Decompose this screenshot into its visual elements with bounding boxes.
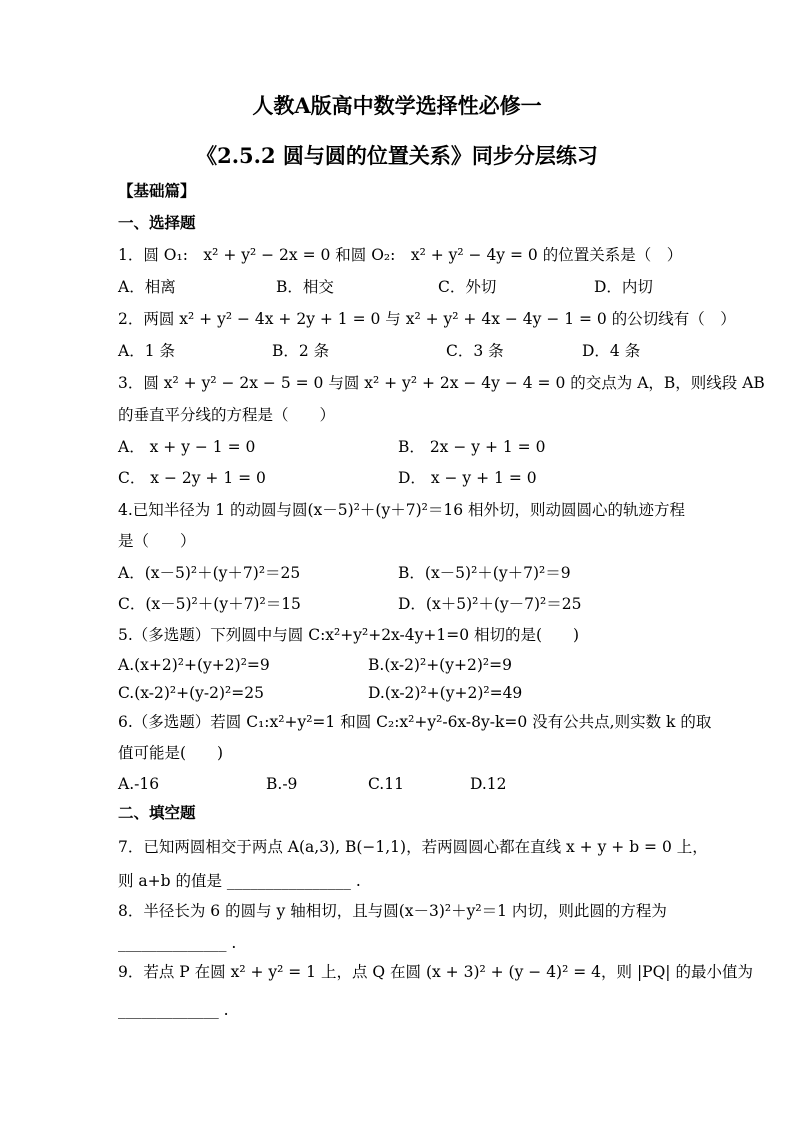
q6-option-b: B.-9 bbox=[266, 775, 298, 793]
section-basic-heading: 【基础篇】 bbox=[118, 181, 196, 200]
q9-stem-line2: _____________ . bbox=[118, 1001, 229, 1019]
q5-option-a: A.(x+2)²+(y+2)²=9 bbox=[118, 656, 270, 674]
q6-option-c: C.11 bbox=[368, 775, 404, 793]
doc-title-line2: 《2.5.2 圆与圆的位置关系》同步分层练习 bbox=[196, 143, 598, 168]
q6-option-d: D.12 bbox=[470, 775, 507, 793]
q4-stem-line2: 是（ ） bbox=[118, 532, 196, 550]
q5-option-d: D.(x-2)²+(y+2)²=49 bbox=[368, 684, 523, 702]
q8-stem-line1: 8．半径长为 6 的圆与 y 轴相切，且与圆(x－3)²＋y²＝1 内切，则此圆的方程为 bbox=[118, 902, 667, 920]
q1-stem: 1．圆 O₁: x² + y² − 2x = 0 和圆 O₂: x² + y² − 4y = 0 的位置关系是（ ） bbox=[118, 246, 683, 264]
q2-stem: 2．两圆 x² + y² − 4x + 2y + 1 = 0 与 x² + y² + 4x − 4y − 1 = 0 的公切线有（ ） bbox=[118, 310, 736, 328]
q4-stem-line1: 4.已知半径为 1 的动圆与圆(x－5)²＋(y＋7)²＝16 相外切，则动圆圆心的轨迹方程 bbox=[118, 501, 685, 519]
q4-option-b: B．(x－5)²＋(y＋7)²＝9 bbox=[398, 564, 571, 582]
q9-stem-line1: 9．若点 P 在圆 x² + y² = 1 上，点 Q 在圆 (x + 3)² + (y − 4)² = 4，则 |PQ| 的最小值为 bbox=[118, 963, 753, 981]
q1-option-c: C．外切 bbox=[438, 278, 497, 296]
q2-option-a: A．1 条 bbox=[118, 342, 175, 360]
q2-option-c: C．3 条 bbox=[446, 342, 504, 360]
part1-heading: 一、选择题 bbox=[118, 213, 196, 232]
doc-title-line1: 人教A版高中数学选择性必修一 bbox=[252, 93, 542, 118]
q3-option-a: A． x + y − 1 = 0 bbox=[118, 438, 256, 456]
q3-stem-line1: 3．圆 x² + y² − 2x − 5 = 0 与圆 x² + y² + 2x − 4y − 4 = 0 的交点为 A，B，则线段 AB bbox=[118, 374, 765, 392]
q8-stem-line2: ______________ . bbox=[118, 934, 237, 952]
q5-option-b: B.(x-2)²+(y+2)²=9 bbox=[368, 656, 512, 674]
q3-option-d: D． x − y + 1 = 0 bbox=[398, 469, 537, 487]
q6-option-a: A.-16 bbox=[118, 775, 160, 793]
q3-option-c: C． x − 2y + 1 = 0 bbox=[118, 469, 266, 487]
q4-option-c: C．(x－5)²＋(y＋7)²＝15 bbox=[118, 595, 301, 613]
q5-stem: 5.（多选题）下列圆中与圆 C:x²+y²+2x-4y+1=0 相切的是( ) bbox=[118, 626, 580, 644]
q5-option-c: C.(x-2)²+(y-2)²=25 bbox=[118, 684, 264, 702]
q1-option-b: B．相交 bbox=[276, 278, 334, 296]
q7-stem-line2: 则 a+b 的值是 ________________ . bbox=[118, 872, 361, 890]
q2-option-d: D．4 条 bbox=[582, 342, 641, 360]
q1-option-a: A．相离 bbox=[118, 278, 176, 296]
q3-stem-line2: 的垂直平分线的方程是（ ） bbox=[118, 406, 336, 424]
q3-option-b: B． 2x − y + 1 = 0 bbox=[398, 438, 546, 456]
q4-option-a: A．(x－5)²＋(y＋7)²＝25 bbox=[118, 564, 301, 582]
q4-option-d: D．(x＋5)²＋(y－7)²＝25 bbox=[398, 595, 582, 613]
q6-stem-line1: 6.（多选题）若圆 C₁:x²+y²=1 和圆 C₂:x²+y²-6x-8y-k=0 没有公共点,则实数 k 的取 bbox=[118, 713, 712, 731]
part2-heading: 二、填空题 bbox=[118, 803, 196, 822]
q2-option-b: B．2 条 bbox=[272, 342, 330, 360]
q6-stem-line2: 值可能是( ) bbox=[118, 744, 224, 762]
q1-option-d: D．内切 bbox=[594, 278, 653, 296]
q7-stem-line1: 7．已知两圆相交于两点 A(a,3), B(−1,1)，若两圆圆心都在直线 x + y + b = 0 上， bbox=[118, 838, 708, 856]
